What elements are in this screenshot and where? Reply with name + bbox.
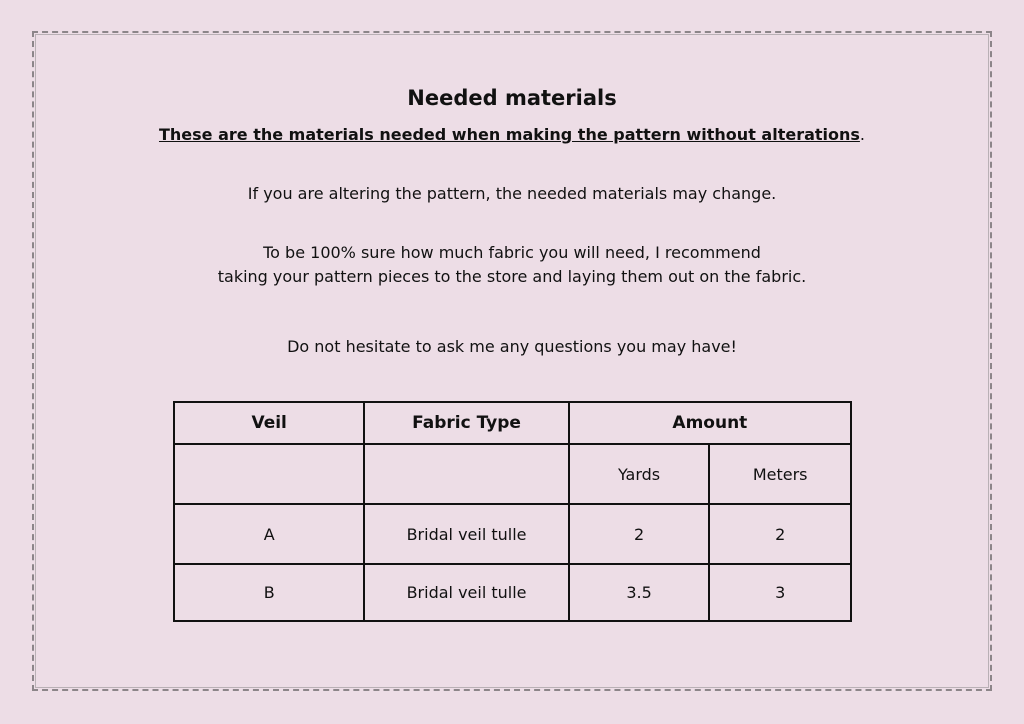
units-empty-veil (174, 444, 364, 504)
cell-meters: 3 (709, 564, 851, 621)
table-row (174, 504, 851, 564)
subtitle-text: These are the materials needed when making the pattern without alterations (158, 125, 860, 144)
cell-yards: 2 (569, 504, 710, 564)
fabric-recommendation-line-2: taking your pattern pieces to the store and laying them out on the fabric. (217, 267, 807, 286)
page-subtitle (0, 125, 1024, 144)
fabric-recommendation-line-1: To be 100% sure how much fabric you will need, I recommend (263, 243, 761, 262)
cell-fabric: Bridal veil tulle (364, 564, 568, 621)
cell-yards: 3.5 (569, 564, 710, 621)
materials-table (173, 401, 852, 622)
subtitle-period: . (859, 125, 866, 144)
cell-veil: A (174, 504, 364, 564)
table-header-row (174, 402, 851, 444)
units-empty-fabric (364, 444, 568, 504)
page-title: Needed materials (407, 86, 617, 110)
cell-veil: B (174, 564, 364, 621)
fabric-recommendation (0, 241, 1024, 289)
header-fabric-type: Fabric Type (364, 402, 568, 444)
table-row (174, 564, 851, 621)
table-units-row (174, 444, 851, 504)
units-yards: Yards (569, 444, 710, 504)
altering-note: If you are altering the pattern, the needed materials may change. (247, 184, 777, 203)
units-meters: Meters (709, 444, 851, 504)
header-veil: Veil (174, 402, 364, 444)
questions-note: Do not hesitate to ask me any questions you may have! (287, 337, 737, 356)
cell-fabric: Bridal veil tulle (364, 504, 568, 564)
header-amount: Amount (569, 402, 851, 444)
cell-meters: 2 (709, 504, 851, 564)
